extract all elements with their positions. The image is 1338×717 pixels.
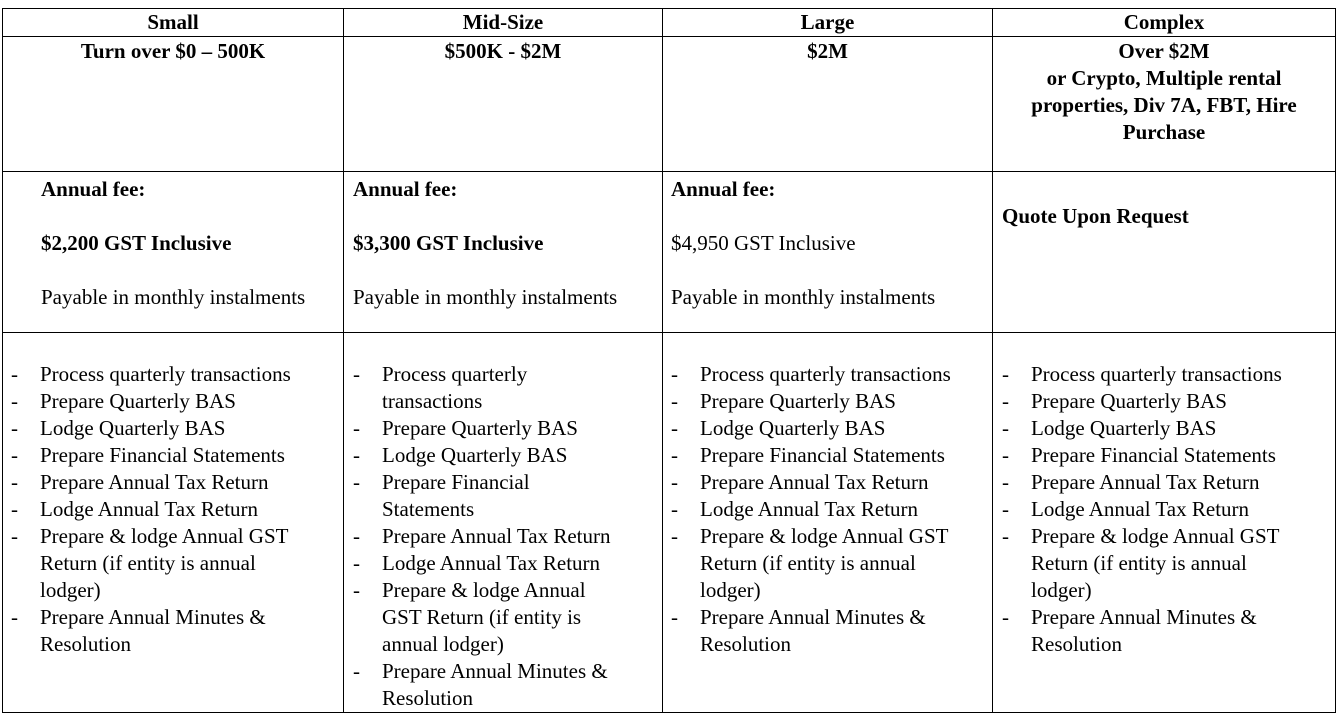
service-text: Lodge Annual Tax Return bbox=[382, 551, 601, 575]
fee-mid-size bbox=[344, 172, 663, 333]
bullet-dash: - bbox=[1002, 362, 1009, 386]
bullet-dash: - bbox=[353, 362, 360, 386]
service-item bbox=[3, 388, 343, 415]
fee-note: Payable in monthly instalments bbox=[41, 285, 306, 309]
service-text: Prepare Quarterly BAS bbox=[1031, 389, 1227, 413]
service-text: Prepare & lodge Annual GST bbox=[700, 524, 949, 548]
service-text: Resolution bbox=[382, 686, 474, 710]
service-text: lodger) bbox=[1031, 578, 1092, 602]
services-small bbox=[3, 333, 344, 713]
service-text: Prepare Annual Minutes & bbox=[40, 605, 266, 629]
service-item bbox=[663, 496, 992, 523]
service-item bbox=[344, 361, 662, 415]
service-item bbox=[3, 361, 343, 388]
service-item bbox=[993, 415, 1335, 442]
service-item bbox=[3, 469, 343, 496]
bullet-dash: - bbox=[671, 605, 678, 629]
bullet-dash: - bbox=[1002, 443, 1009, 467]
services-complex bbox=[993, 333, 1336, 713]
service-text: Return (if entity is annual bbox=[40, 551, 256, 575]
service-text: Lodge Annual Tax Return bbox=[700, 497, 919, 521]
range-cell bbox=[344, 37, 662, 65]
service-item bbox=[993, 361, 1335, 388]
service-text: Prepare Quarterly BAS bbox=[382, 416, 578, 440]
service-item bbox=[344, 550, 662, 577]
service-item bbox=[344, 415, 662, 442]
service-text: Prepare Annual Tax Return bbox=[1031, 470, 1260, 494]
service-text: Prepare Financial Statements bbox=[1031, 443, 1276, 467]
service-item bbox=[663, 469, 992, 496]
fee-note: Payable in monthly instalments bbox=[353, 285, 618, 309]
service-item bbox=[344, 442, 662, 469]
service-text: Resolution bbox=[700, 632, 792, 656]
service-text: transactions bbox=[382, 389, 483, 413]
bullet-dash: - bbox=[11, 443, 18, 467]
service-text: Prepare Financial bbox=[382, 470, 530, 494]
service-text: Process quarterly transactions bbox=[700, 362, 951, 386]
service-item bbox=[663, 388, 992, 415]
service-item bbox=[663, 604, 992, 658]
service-text: Prepare Annual Tax Return bbox=[40, 470, 269, 494]
service-item bbox=[3, 604, 343, 658]
range-cell bbox=[3, 37, 343, 65]
service-text: Process quarterly bbox=[382, 362, 528, 386]
service-item bbox=[993, 604, 1335, 658]
bullet-dash: - bbox=[1002, 470, 1009, 494]
fee-amount: $4,950 GST Inclusive bbox=[671, 231, 856, 255]
bullet-dash: - bbox=[671, 443, 678, 467]
bullet-dash: - bbox=[1002, 605, 1009, 629]
bullet-dash: - bbox=[1002, 389, 1009, 413]
bullet-dash: - bbox=[671, 389, 678, 413]
service-text: Lodge Quarterly BAS bbox=[40, 416, 226, 440]
range-line: or Crypto, Multiple rental bbox=[1046, 66, 1282, 90]
fee-complex bbox=[993, 172, 1336, 333]
bullet-dash: - bbox=[353, 416, 360, 440]
service-item bbox=[993, 388, 1335, 415]
turnover-row bbox=[3, 37, 1336, 172]
service-text: Prepare Quarterly BAS bbox=[700, 389, 896, 413]
services-large bbox=[663, 333, 993, 713]
bullet-dash: - bbox=[671, 362, 678, 386]
service-text: Prepare & lodge Annual GST bbox=[40, 524, 289, 548]
bullet-dash: - bbox=[353, 551, 360, 575]
service-text: Return (if entity is annual bbox=[1031, 551, 1247, 575]
service-item bbox=[663, 361, 992, 388]
bullet-dash: - bbox=[671, 497, 678, 521]
services-list bbox=[663, 333, 992, 658]
service-item bbox=[3, 496, 343, 523]
bullet-dash: - bbox=[671, 470, 678, 494]
bullet-dash: - bbox=[353, 443, 360, 467]
bullet-dash: - bbox=[11, 416, 18, 440]
bullet-dash: - bbox=[1002, 497, 1009, 521]
service-text: Prepare Quarterly BAS bbox=[40, 389, 236, 413]
range-small bbox=[3, 37, 344, 172]
range-line: $2M bbox=[807, 39, 848, 63]
bullet-dash: - bbox=[353, 470, 360, 494]
range-cell bbox=[663, 37, 992, 65]
services-list bbox=[993, 333, 1335, 658]
range-line: Turn over $0 – 500K bbox=[80, 39, 266, 63]
range-line: $500K - $2M bbox=[444, 39, 562, 63]
service-text: Prepare & lodge Annual GST bbox=[1031, 524, 1280, 548]
header-row bbox=[3, 9, 1336, 37]
service-item bbox=[3, 415, 343, 442]
service-item bbox=[3, 523, 343, 604]
fee-label: Annual fee: bbox=[671, 177, 776, 201]
service-item bbox=[663, 415, 992, 442]
service-item bbox=[663, 442, 992, 469]
range-cell bbox=[993, 37, 1335, 146]
range-large bbox=[663, 37, 993, 172]
bullet-dash: - bbox=[11, 362, 18, 386]
fee-label: Annual fee: bbox=[353, 177, 458, 201]
service-text: Resolution bbox=[1031, 632, 1123, 656]
service-text: Statements bbox=[382, 497, 475, 521]
service-text: Lodge Quarterly BAS bbox=[1031, 416, 1217, 440]
bullet-dash: - bbox=[11, 524, 18, 548]
fee-small bbox=[3, 172, 344, 333]
header-mid-size: Mid-Size bbox=[344, 9, 663, 37]
service-text: Resolution bbox=[40, 632, 132, 656]
service-text: Prepare Annual Minutes & bbox=[382, 659, 608, 683]
fee-quote: Quote Upon Request bbox=[1002, 204, 1189, 228]
bullet-dash: - bbox=[353, 659, 360, 683]
service-text: Return (if entity is annual bbox=[700, 551, 916, 575]
service-item bbox=[663, 523, 992, 604]
service-item bbox=[344, 658, 662, 712]
header-complex: Complex bbox=[993, 9, 1336, 37]
header-small: Small bbox=[3, 9, 344, 37]
service-text: Prepare Annual Tax Return bbox=[700, 470, 929, 494]
bullet-dash: - bbox=[671, 524, 678, 548]
bullet-dash: - bbox=[1002, 416, 1009, 440]
services-list bbox=[344, 333, 662, 712]
range-line: properties, Div 7A, FBT, Hire bbox=[1031, 93, 1297, 117]
service-text: Prepare & lodge Annual bbox=[382, 578, 586, 602]
service-text: Lodge Annual Tax Return bbox=[40, 497, 259, 521]
fee-amount: $2,200 GST Inclusive bbox=[41, 231, 232, 255]
pricing-table bbox=[2, 8, 1336, 713]
fee-amount: $3,300 GST Inclusive bbox=[353, 231, 544, 255]
service-text: Process quarterly transactions bbox=[1031, 362, 1282, 386]
services-mid-size bbox=[344, 333, 663, 713]
bullet-dash: - bbox=[353, 578, 360, 602]
fee-large bbox=[663, 172, 993, 333]
service-text: Lodge Quarterly BAS bbox=[382, 443, 568, 467]
service-text: Lodge Quarterly BAS bbox=[700, 416, 886, 440]
service-text: lodger) bbox=[700, 578, 761, 602]
service-text: GST Return (if entity is bbox=[382, 605, 582, 629]
bullet-dash: - bbox=[1002, 524, 1009, 548]
range-line: Over $2M bbox=[1118, 39, 1210, 63]
service-text: annual lodger) bbox=[382, 632, 504, 656]
service-item bbox=[993, 496, 1335, 523]
header-large: Large bbox=[663, 9, 993, 37]
bullet-dash: - bbox=[11, 605, 18, 629]
service-text: lodger) bbox=[40, 578, 101, 602]
service-item bbox=[993, 469, 1335, 496]
service-text: Prepare Financial Statements bbox=[700, 443, 945, 467]
range-mid-size bbox=[344, 37, 663, 172]
range-line: Purchase bbox=[1122, 120, 1206, 144]
fee-note: Payable in monthly instalments bbox=[671, 285, 936, 309]
service-text: Prepare Annual Tax Return bbox=[382, 524, 611, 548]
service-text: Prepare Annual Minutes & bbox=[700, 605, 926, 629]
range-complex bbox=[993, 37, 1336, 172]
service-item bbox=[3, 442, 343, 469]
service-item bbox=[344, 469, 662, 523]
service-text: Prepare Financial Statements bbox=[40, 443, 285, 467]
bullet-dash: - bbox=[11, 389, 18, 413]
service-item bbox=[344, 577, 662, 658]
bullet-dash: - bbox=[671, 416, 678, 440]
bullet-dash: - bbox=[353, 524, 360, 548]
bullet-dash: - bbox=[11, 497, 18, 521]
bullet-dash: - bbox=[11, 470, 18, 494]
service-text: Prepare Annual Minutes & bbox=[1031, 605, 1257, 629]
service-item bbox=[344, 523, 662, 550]
service-item bbox=[993, 442, 1335, 469]
service-text: Process quarterly transactions bbox=[40, 362, 291, 386]
fee-label: Annual fee: bbox=[41, 177, 146, 201]
services-list bbox=[3, 333, 343, 658]
services-row bbox=[3, 333, 1336, 713]
service-text: Lodge Annual Tax Return bbox=[1031, 497, 1250, 521]
fee-row bbox=[3, 172, 1336, 333]
service-item bbox=[993, 523, 1335, 604]
